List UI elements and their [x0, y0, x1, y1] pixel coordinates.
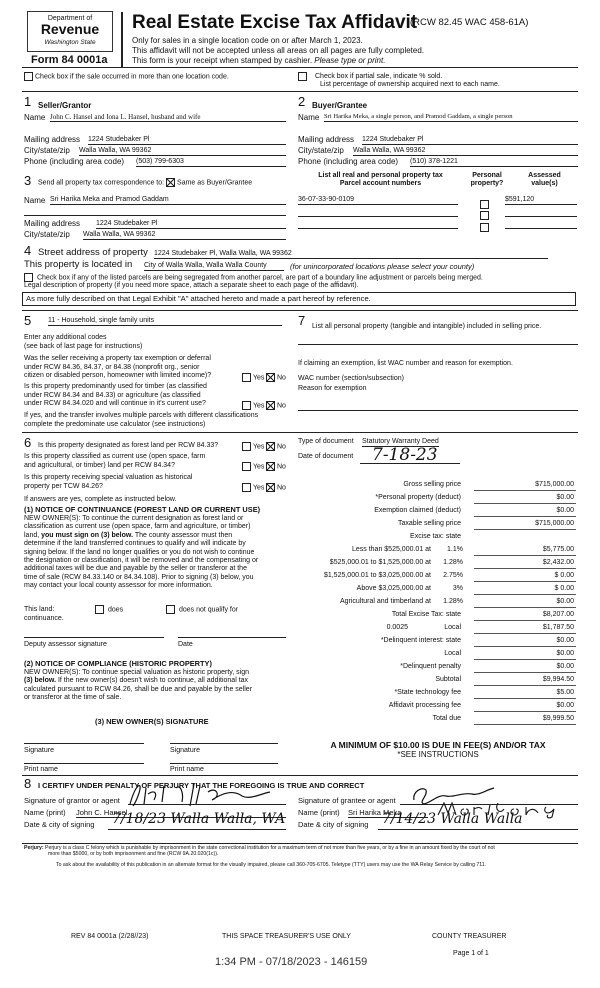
new-owners-sig-heading: (3) NEW OWNER(S) SIGNATURE — [95, 717, 209, 726]
doc-date-line — [360, 463, 460, 464]
seller-name-label: Name — [24, 113, 46, 122]
section-7-number: 7 — [298, 313, 306, 328]
tax-total-due-row: Total due $9,999.50 — [298, 714, 576, 725]
tax-total-state-row: Total Excise Tax: state $8,207.00 — [298, 610, 576, 621]
tax-corr-blank-line — [24, 215, 286, 216]
buyer-phone-label: Phone (including area code) — [298, 157, 399, 166]
header-divider — [121, 12, 123, 67]
doc-type-label: Type of document — [298, 438, 354, 445]
tax-delinq-penalty-row: *Delinquent penalty $0.00 — [298, 662, 576, 673]
seller-name-field[interactable]: John C. Hansel and Iona L. Hansel, husband and wife — [50, 113, 286, 122]
parcel-line-2 — [298, 216, 458, 217]
owner-sig-line-2 — [170, 743, 278, 744]
grantor-date-line — [108, 829, 286, 830]
historic-no[interactable]: No — [266, 483, 286, 492]
deputy-sig-label: Deputy assessor signature — [24, 641, 107, 648]
exemption-question: Was the seller receiving a property tax exemption or deferral under RCW 84.36, 84.37, or 84.38 (nonprofit org., senior citizen or disabled person, homeowner with limited income)? — [24, 355, 212, 379]
owner-print-line-2 — [170, 763, 278, 764]
partial-sale-checkbox[interactable]: Check box if partial sale, indicate % sold. — [298, 72, 442, 81]
tax-taxable-row: Taxable selling price $715,000.00 — [298, 519, 576, 530]
tax-tier3-row: $1,525,000.01 to $3,025,000.00 at 2.75% $ 0.00 — [298, 571, 576, 582]
grantor-date-label: Date & city of signing — [24, 820, 95, 829]
buyer-city-label: City/state/zip — [298, 146, 344, 155]
assessed-line-3 — [505, 228, 577, 229]
partial-sale-note: List percentage of ownership acquired next to each name. — [320, 81, 500, 88]
seller-mailing-label: Mailing address — [24, 135, 81, 144]
logo-line-3: Washington State — [44, 39, 96, 46]
grantor-signature[interactable] — [124, 782, 289, 808]
notice-compliance-body: NEW OWNER(S): To continue special valuation as historic property, sign (3) below. If the new owner(s) doesn't wish to continue, all additional tax calculated pursuant to RCW 84.26, shall be due and payable by the seller or transferor at the time of sale. — [24, 669, 253, 702]
grantee-print-field[interactable]: Sri Harika Meka — [348, 808, 428, 818]
doc-date-label: Date of document — [298, 453, 354, 460]
section-2-number: 2 — [298, 94, 306, 109]
grantor-print-label: Name (print) — [24, 808, 66, 817]
section-1-number: 1 — [24, 94, 32, 109]
tax-tech-fee-row: *State technology fee $5.00 — [298, 688, 576, 699]
deputy-sig-line — [24, 637, 164, 638]
header-note-1: Only for sales in a single location code on or after March 1, 2023. — [132, 36, 363, 45]
grantee-date-line — [378, 829, 578, 830]
grantee-date-label: Date & city of signing — [298, 820, 369, 829]
historic-yes[interactable]: Yes — [242, 483, 264, 492]
land-does-checkbox[interactable]: does — [95, 605, 123, 614]
timber-yes[interactable]: Yes — [242, 401, 264, 410]
tax-exemption-row: Exemption claimed (deduct) $0.00 — [298, 506, 576, 517]
deputy-date-line — [178, 637, 286, 638]
owner-sig-label-1: Signature — [24, 747, 54, 754]
tax-ag-row: Agricultural and timberland at 1.28% $0.00 — [298, 597, 576, 608]
buyer-mailing-field[interactable]: 1224 Studebaker Pl — [362, 136, 578, 145]
revision-label: REV 84 0001a (2/28//23) — [71, 933, 149, 940]
certify-statement: I CERTIFY UNDER PENALTY OF PERJURY THAT THE FOREGOING IS TRUE AND CORRECT — [38, 781, 365, 790]
parcel-line-3 — [298, 228, 458, 229]
notice-continuance-body: NEW OWNER(S): To continue the current designation as forest land or classification as current use (open space, farm and agriculture, or timber) land, you must sign on (3) below. The county assessor must then determine if the land transferred continues to qualify and will indicate by signing below. If the land no longer qualifies or you do not wish to continue the designation or classification, it will be removed and the compensating or additional taxes will be due and payable by the seller or transferor at the time of sale (RCW 84.33.140 or 84.34.108). Prior to signing (3) below, you may contact your local county assessor for more information. — [24, 515, 259, 590]
section-3-number: 3 — [24, 173, 32, 188]
tax-gross-row: Gross selling price $715,000.00 — [298, 480, 576, 491]
timber-no[interactable]: No — [266, 401, 286, 410]
located-in-select[interactable]: City of Walla Walla, Walla Walla County — [144, 262, 284, 271]
street-address-label: Street address of property — [38, 247, 148, 258]
doc-type-field[interactable]: Statutory Warranty Deed — [362, 438, 439, 445]
buyer-mailing-label: Mailing address — [298, 135, 355, 144]
owner-sig-label-2: Signature — [170, 747, 200, 754]
tax-affidavit-fee-row: Affidavit processing fee $0.00 — [298, 701, 576, 712]
owner-print-label-1: Print name — [24, 766, 58, 773]
treasurer-use-label: THIS SPACE TREASURER'S USE ONLY — [222, 933, 351, 940]
seller-mailing-field[interactable]: 1224 Studebaker Pl — [88, 136, 286, 145]
tax-corr-mailing-label: Mailing address — [24, 219, 81, 228]
tax-corr-name-label: Name — [24, 196, 46, 205]
tax-corr-name-field[interactable]: Sri Harika Meka and Pramod Gaddam — [50, 196, 286, 205]
section-5-number: 5 — [24, 313, 32, 328]
tax-delinq-state-row: *Delinquent interest: state $0.00 — [298, 636, 576, 647]
grantee-sig-label: Signature of grantee or agent — [298, 796, 396, 805]
perjury-rule — [22, 843, 578, 844]
historic-question: Is this property receiving special valuation as historical property per TCW 84.26? — [24, 474, 193, 490]
buyer-city-field[interactable]: Walla Walla, WA 99362 — [353, 147, 578, 156]
tax-tier2-row: $525,000.01 to $1,525,000.00 at 1.28% $2,432.00 — [298, 558, 576, 569]
tax-tier4-row: Above $3,025,000.00 at 3% $ 0.00 — [298, 584, 576, 595]
tax-corr-mailing-field[interactable]: 1224 Studebaker Pl — [96, 220, 286, 229]
grantee-date-field[interactable]: 7/14/23 Walla Walla — [382, 811, 523, 827]
legal-description-text: As more fully described on that Legal Exhibit "A" attached hereto and made a part hereof by reference. — [26, 294, 371, 303]
logo-line-1: Department of — [47, 15, 93, 22]
reason-exemption-label: Reason for exemption — [298, 385, 367, 392]
timber-question: Is this property predominantly used for timber (as classified under RCW 84.34 and 84.33) or agriculture (as classified under RCW 84.34.020 and will continue in it's current use? — [24, 383, 207, 407]
tax-tier1-row: Less than $525,000.01 at 1.1% $5,775.00 — [298, 545, 576, 556]
parcel-col-header: List all real and personal property tax Parcel account numbers — [318, 172, 443, 187]
section-3-text: Send all property tax correspondence to: Same as Buyer/Grantee — [38, 179, 253, 187]
assessed-line-2 — [505, 216, 577, 217]
buyer-phone-field[interactable]: (510) 378-1221 — [410, 158, 578, 167]
top-checkbox-rule — [22, 91, 578, 92]
see-back-note: (see back of last page for instructions) — [24, 343, 143, 350]
this-land-label: This land: — [24, 606, 55, 613]
seller-phone-label: Phone (including area code) — [24, 157, 125, 166]
buyer-name-field[interactable]: Sri Harika Meka, a single person, and Pramod Gaddam, a single person — [324, 113, 578, 122]
current-use-yes[interactable]: Yes — [242, 462, 264, 471]
legal-description-label: Legal description of property (if you need more space, attach a separate sheet to each page of the affidavit). — [24, 282, 359, 289]
forest-no[interactable]: No — [266, 442, 286, 451]
tax-corr-city-field[interactable]: Walla Walla, WA 99362 — [83, 231, 286, 240]
doc-date-field[interactable]: 7-18-23 — [372, 445, 438, 465]
see-instructions-note: *SEE INSTRUCTIONS — [397, 750, 479, 759]
seller-phone-field[interactable]: (503) 799-6303 — [136, 158, 286, 167]
county-treasurer-label: COUNTY TREASURER — [432, 933, 507, 940]
minimum-fee-note: A MINIMUM OF $10.00 IS DUE IN FEE(S) AND/OR TAX — [330, 740, 546, 750]
section-1-heading: Seller/Grantor — [38, 101, 92, 110]
header-rule — [22, 67, 578, 68]
statute-ref: (RCW 82.45 WAC 458-61A) — [410, 17, 529, 28]
continuance-label: continuance. — [24, 615, 64, 622]
same-as-buyer-checkbox[interactable] — [166, 178, 175, 187]
header-note-2: This affidavit will not be accepted unless all areas on all pages are fully completed. — [132, 46, 425, 55]
section-2-heading: Buyer/Grantee — [312, 101, 368, 110]
section-4-number: 4 — [24, 243, 32, 258]
grantor-print-field[interactable]: John C. Hansel — [76, 808, 286, 818]
personal-checkbox-3[interactable] — [480, 219, 491, 237]
additional-codes-label: Enter any additional codes — [24, 334, 107, 341]
section-8-number: 8 — [24, 776, 32, 791]
section-6-number: 6 — [24, 435, 32, 450]
accessibility-note: To ask about the availability of this publication in an alternate format for the visually impaired, please call 360-705-6705. Teletype (TTY) users may use the WA Relay Service by calling 711. — [56, 862, 487, 868]
reason-line — [298, 410, 578, 411]
multi-location-checkbox[interactable]: Check box if the sale occurred in more than one location code. — [24, 72, 229, 81]
tax-delinq-local-row: Local $0.00 — [298, 649, 576, 660]
current-use-no[interactable]: No — [266, 462, 286, 471]
receipt-stamp: 1:34 PM - 07/18/2023 - 146159 — [215, 956, 368, 968]
located-in-note: (for unincorporated locations please select your county) — [290, 262, 475, 271]
tax-local-row: 0.0025 Local $1,787.50 — [298, 623, 576, 634]
grantor-sig-label: Signature of grantor or agent — [24, 796, 120, 805]
header-note-3: This form is your receipt when stamped by cashier. Please type or print. — [132, 56, 386, 65]
current-use-question: Is this property classified as current use (open space, farm and agricultural, or timber) land per RCW 84.34? — [24, 453, 206, 469]
legal-description-field[interactable] — [22, 292, 576, 306]
personal-property-label: List all personal property (tangible and intangible) included in selling price. — [312, 323, 542, 330]
section-5-rule — [22, 432, 578, 433]
section-4-rule — [22, 310, 578, 311]
forest-yes[interactable]: Yes — [242, 442, 264, 451]
located-in-label: This property is located in — [24, 259, 133, 270]
perjury-notice: Perjury: Perjury is a class C felony which is punishable by imprisonment in the state correctional institution for a maximum term of not more than five years, or by a fine in an amount fixed by the court of not more than $5000, or by both imprisonment and fine (RCW 9A.20.020(1c)). — [24, 845, 495, 857]
assessed-value-1[interactable]: $591,120 — [505, 196, 577, 205]
segregated-checkbox[interactable]: Check box if any of the listed parcels are being segregated from another parcel, are part of a boundary line adjustment or parcels being merged. — [24, 273, 483, 282]
personal-col-header: Personal property? — [470, 172, 504, 187]
grantor-date-field[interactable]: 7/18/23 Walla Walla, WA — [112, 811, 286, 827]
exemption-yes[interactable]: Yes — [242, 373, 264, 382]
wac-number-label: WAC number (section/subsection) — [298, 375, 404, 382]
seller-city-label: City/state/zip — [24, 146, 70, 155]
land-does-not-checkbox[interactable]: does not qualify for — [166, 605, 238, 614]
dor-logo — [27, 11, 113, 52]
street-address-field[interactable]: 1224 Studebaker Pl, Walla Walla, WA 99362 — [154, 250, 548, 259]
answers-yes-note: If answers are yes, complete as instructed below. — [24, 496, 177, 503]
tax-subtotal-row: Subtotal $9,994.50 — [298, 675, 576, 686]
page-number: Page 1 of 1 — [453, 950, 489, 957]
multi-parcel-note: If yes, and the transfer involves multiple parcels with different classifications complete the predominate use calculator (see instructions) — [24, 412, 259, 428]
owner-print-line-1 — [24, 763, 144, 764]
forest-land-question: Is this property designated as forest land per RCW 84.33? — [38, 442, 219, 449]
tax-state-heading: Excise tax: state — [410, 533, 461, 540]
page-title: Real Estate Excise Tax Affidavit — [132, 12, 418, 33]
land-use-code-select[interactable]: 11 - Household, single family units — [48, 317, 282, 326]
grantee-print-label: Name (print) — [298, 808, 340, 817]
section-8-rule — [22, 775, 578, 776]
seller-city-field[interactable]: Walla Walla, WA 99362 — [79, 147, 286, 156]
tax-corr-city-label: City/state/zip — [24, 230, 70, 239]
form-number: Form 84 0001a — [31, 54, 108, 66]
personal-property-line — [298, 344, 578, 345]
notice-continuance-title: (1) NOTICE OF CONTINUANCE (FOREST LAND OR CURRENT USE) — [24, 505, 261, 514]
parcel-number-1[interactable]: 36-07-33-90-0109 — [298, 196, 458, 205]
tax-personal-row: *Personal property (deduct) $0.00 — [298, 493, 576, 504]
buyer-name-label: Name — [298, 113, 320, 122]
exemption-claim-label: If claiming an exemption, list WAC number and reason for exemption. — [298, 360, 513, 367]
notice-compliance-title: (2) NOTICE OF COMPLIANCE (HISTORIC PROPERTY) — [24, 659, 212, 668]
assessed-col-header: Assessed value(s) — [528, 172, 561, 187]
owner-sig-line-1 — [24, 743, 144, 744]
owner-print-label-2: Print name — [170, 766, 204, 773]
exemption-no[interactable]: No — [266, 373, 286, 382]
deputy-date-label: Date — [178, 641, 193, 648]
logo-line-2: Revenue — [40, 21, 100, 37]
